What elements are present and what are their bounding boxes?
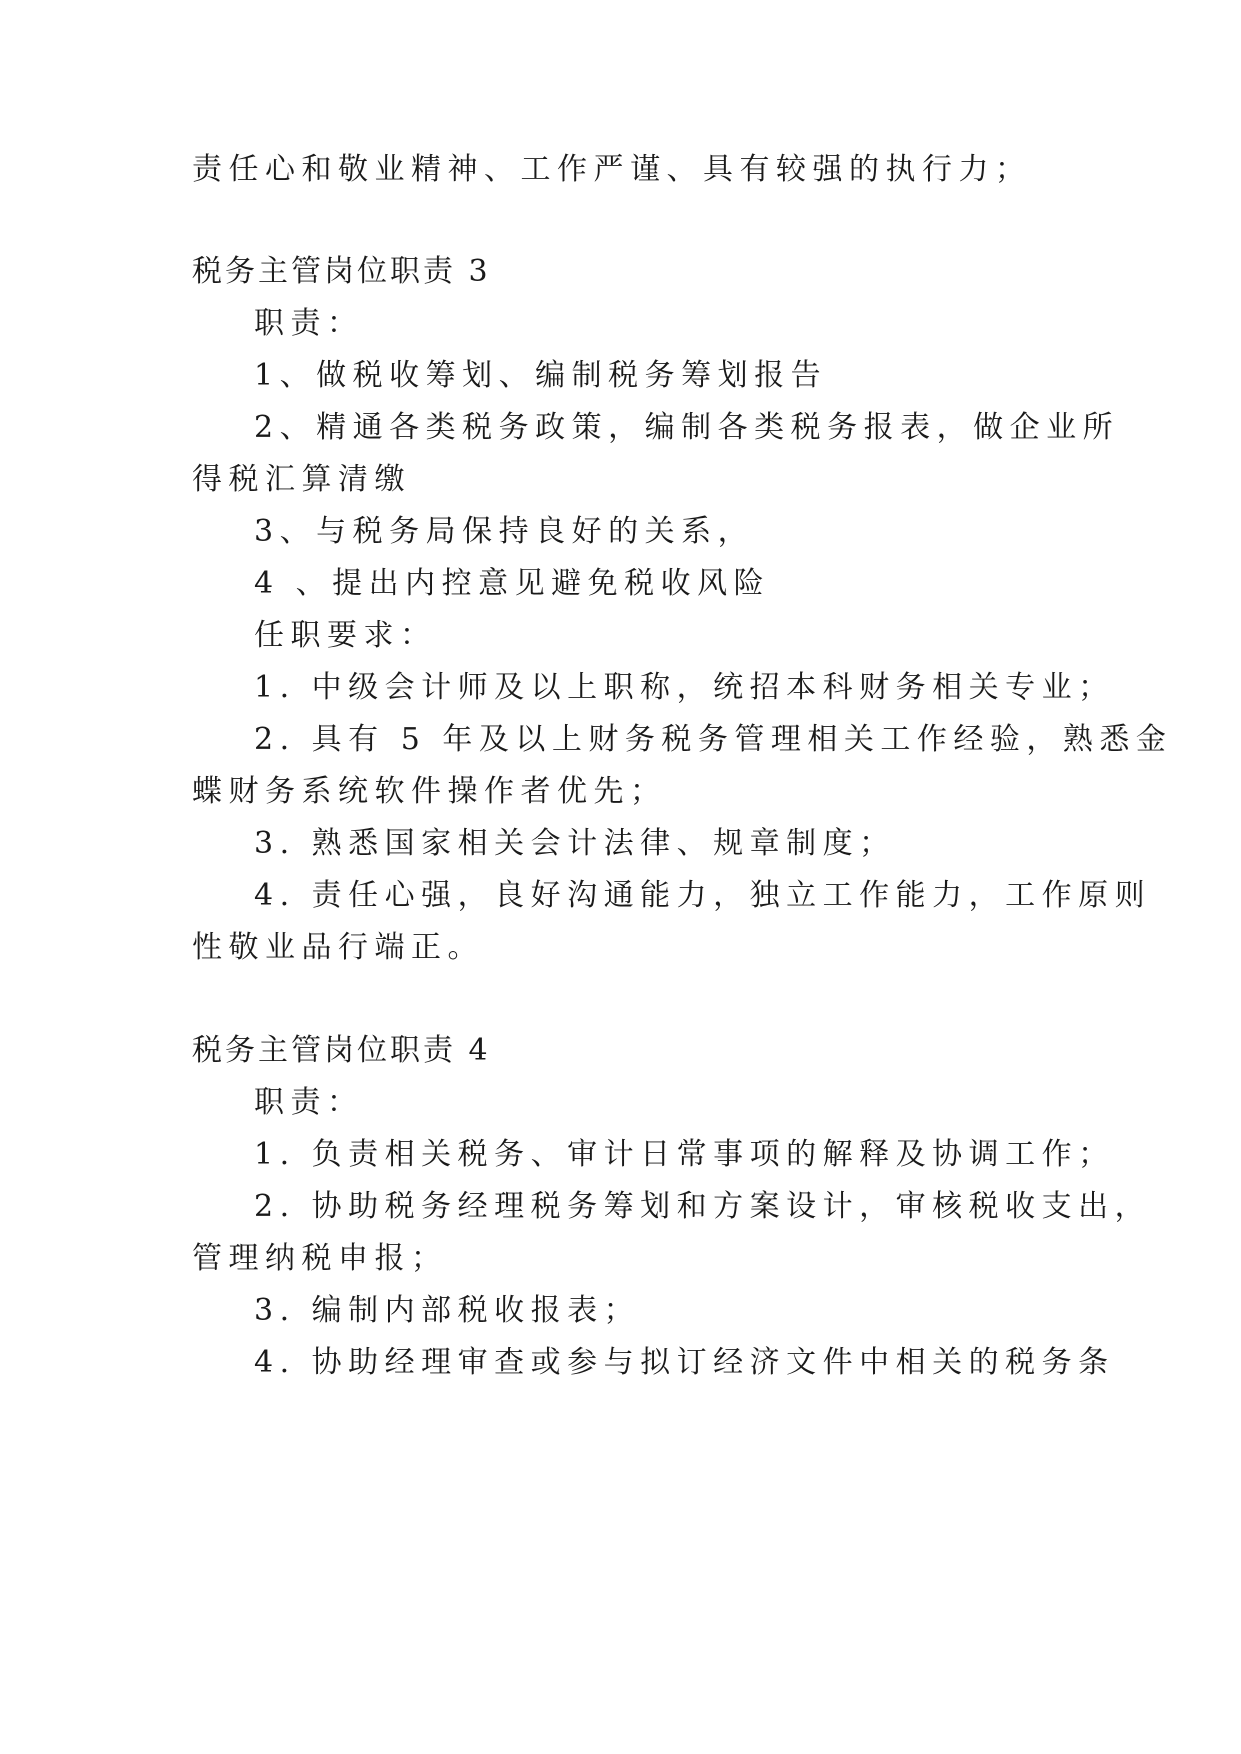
duty-item: 4. 协助经理审查或参与拟订经济文件中相关的税务条 (254, 1345, 1115, 1380)
duty-item: 2. 协助税务经理税务筹划和方案设计，审核税收支出， (254, 1189, 1152, 1224)
duty-item: 1. 负责相关税务、审计日常事项的解释及协调工作； (254, 1137, 1115, 1172)
duty-item-continuation: 管理纳税申报； (192, 1241, 448, 1276)
paragraph-line: 责任心和敬业精神、工作严谨、具有较强的执行力； (192, 152, 1032, 187)
requirement-item: 4. 责任心强，良好沟通能力，独立工作能力，工作原则 (254, 878, 1152, 913)
duty-item: 1、做税收筹划、编制税务筹划报告 (254, 358, 828, 393)
duty-item: 2、精通各类税务政策，编制各类税务报表，做企业所 (254, 410, 1120, 445)
duty-item: 3、与税务局保持良好的关系， (254, 514, 755, 549)
requirement-item: 2. 具有 5 年及以上财务税务管理相关工作经验，熟悉金 (254, 722, 1173, 757)
duty-item-continuation: 得税汇算清缴 (192, 462, 411, 497)
requirement-item: 3. 熟悉国家相关会计法律、规章制度； (254, 826, 896, 861)
requirement-item: 1. 中级会计师及以上职称，统招本科财务相关专业； (254, 670, 1115, 705)
requirement-item-continuation: 性敬业品行端正。 (192, 930, 484, 965)
section-title: 税务主管岗位职责 3 (192, 254, 491, 289)
duty-item: 3. 编制内部税收报表； (254, 1293, 641, 1328)
requirements-label: 任职要求： (254, 618, 437, 653)
duty-item: 4 、提出内控意见避免税收风险 (254, 566, 771, 601)
duties-label: 职责： (254, 306, 364, 341)
duties-label: 职责： (254, 1085, 364, 1120)
section-title: 税务主管岗位职责 4 (192, 1033, 491, 1068)
requirement-item-continuation: 蝶财务系统软件操作者优先； (192, 774, 667, 809)
